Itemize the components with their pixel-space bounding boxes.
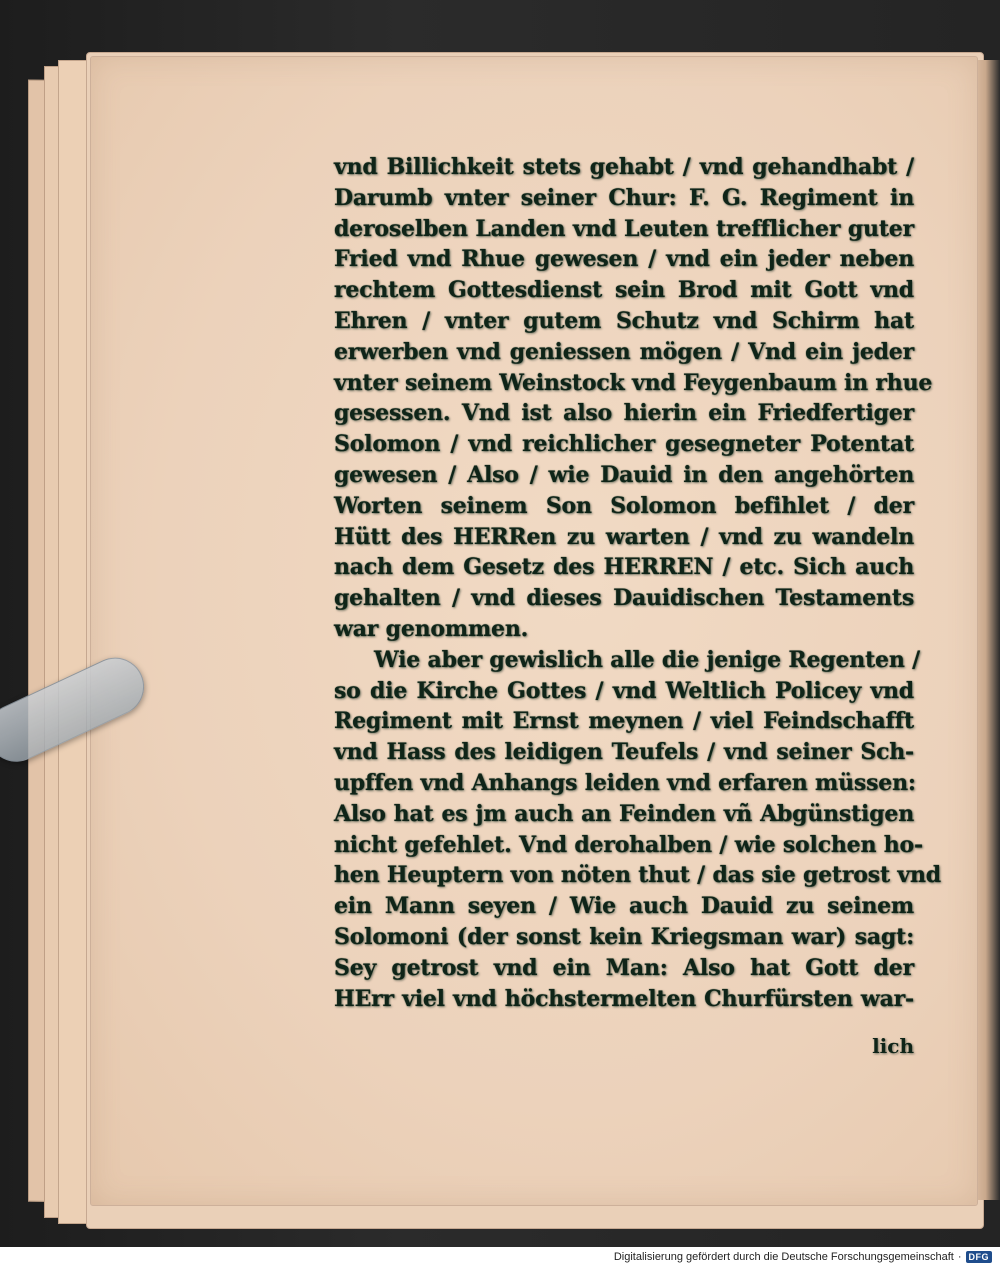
text-line: HErr viel vnd höchstermelten Churfürsten war- (334, 985, 914, 1012)
text-line: vnd Billichkeit stets gehabt / vnd gehandhabt / (334, 154, 914, 180)
text-line: war genommen. (334, 615, 529, 642)
catchword: lich (872, 1034, 914, 1058)
text-line: vnd Hass des leidigen Teufels / vnd seiner Sch- (334, 739, 914, 766)
text-line: vnter seinem Weinstock vnd Feygenbaum in rhue (334, 369, 933, 396)
footer-credit: Digitalisierung gefördert durch die Deutsche Forschungsgemeinschaft (613, 1251, 954, 1263)
text-line: Darumb vnter seiner Chur: F. G. Regiment in (334, 184, 914, 211)
text-line: gehalten / vnd dieses Dauidischen Testaments (334, 585, 914, 612)
text-line: hen Heuptern von nöten thut / das sie getrost vnd (334, 862, 941, 889)
text-line: gewesen / Also / wie Dauid in den angehörten (334, 461, 914, 488)
text-line: deroselben Landen vnd Leuten trefflicher guter (334, 215, 914, 242)
text-line: upffen vnd Anhangs leiden vnd erfaren müssen: (334, 769, 916, 796)
text-line: Wie aber gewislich alle die jenige Regenten / (374, 646, 920, 673)
page-text-block (334, 152, 941, 1014)
text-line: Worten seinem Son Solomon befihlet / der (334, 492, 914, 519)
facing-page-edge (976, 60, 1000, 1200)
footer-separator: · (957, 1251, 962, 1263)
dfg-logo-icon: DFG (966, 1251, 993, 1263)
text-line: nicht gefehlet. Vnd derohalben / wie solchen ho- (334, 831, 923, 858)
text-line: Fried vnd Rhue gewesen / vnd ein jeder neben (334, 246, 914, 273)
footer-bar (0, 1247, 1000, 1267)
text-line: gesessen. Vnd ist also hierin ein Friedfertiger (334, 400, 914, 427)
text-line: ein Mann seyen / Wie auch Dauid zu seinem (334, 893, 914, 920)
text-line: Also hat es jm auch an Feinden vñ Abgünstigen (334, 800, 914, 827)
text-line: nach dem Gesetz des HERREN / etc. Sich auch (334, 554, 914, 581)
text-line: so die Kirche Gottes / vnd Weltlich Policey vnd (334, 677, 914, 704)
text-line: erwerben vnd geniessen mögen / Vnd ein jeder (334, 338, 914, 365)
text-line: Solomoni (der sonst kein Kriegsman war) sagt: (334, 923, 914, 950)
text-line: Ehren / vnter gutem Schutz vnd Schirm hat (334, 307, 914, 334)
text-line: Sey getrost vnd ein Man: Also hat Gott der (334, 954, 914, 981)
text-line: Solomon / vnd reichlicher gesegneter Potentat (334, 431, 914, 458)
text-line: Hütt des HERRen zu warten / vnd zu wandeln (334, 523, 914, 550)
text-line: Regiment mit Ernst meynen / viel Feindschafft (334, 708, 914, 735)
text-line: rechtem Gottesdienst sein Brod mit Gott vnd (334, 277, 914, 304)
